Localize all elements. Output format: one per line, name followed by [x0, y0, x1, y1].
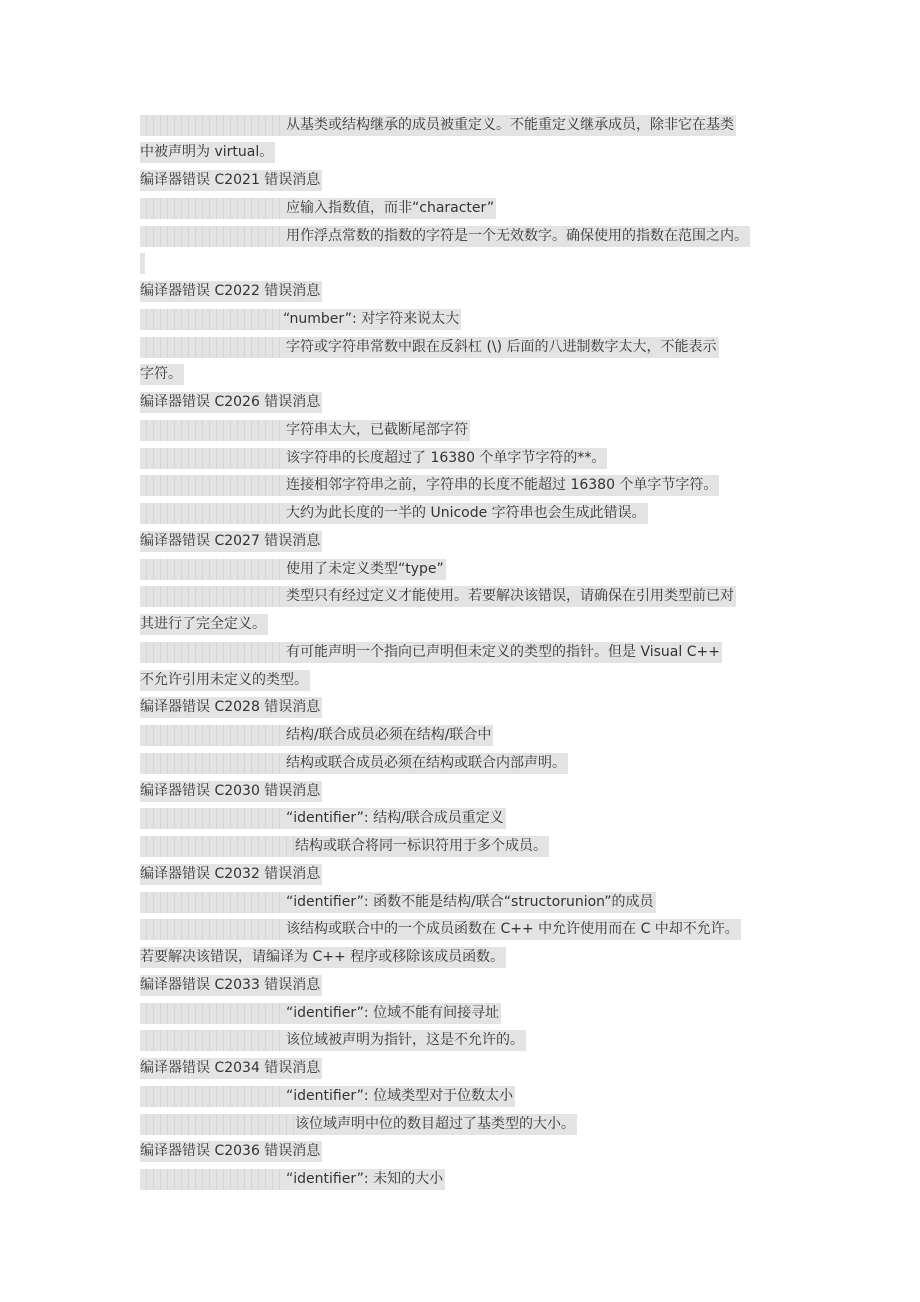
indent-highlight [140, 808, 286, 829]
line-text: 类型只有经过定义才能使用。若要解决该错误，请确保在引用类型前已对 [286, 586, 736, 607]
line-text: 字符串太大，已截断尾部字符 [286, 420, 470, 441]
text-line [140, 612, 800, 640]
line-text: 有可能声明一个指向已声明但未定义的类型的指针。但是 Visual C++ [286, 642, 722, 663]
line-text: “identifier”: 函数不能是结构/联合“structorunion”的成员 [286, 892, 656, 913]
text-line [140, 390, 800, 418]
text-line [140, 750, 800, 778]
line-text: 从基类或结构继承的成员被重定义。不能重定义继承成员，除非它在基类 [286, 115, 736, 136]
text-line [140, 945, 800, 973]
indent-highlight [140, 309, 283, 330]
text-line [140, 639, 800, 667]
indent-highlight [140, 337, 286, 358]
line-text: 使用了未定义类型“type” [286, 559, 446, 580]
indent-highlight [140, 753, 286, 774]
line-text: 若要解决该错误，请编译为 C++ 程序或移除该成员函数。 [140, 947, 506, 968]
indent-highlight [140, 503, 286, 524]
text-line [140, 917, 800, 945]
text-line [140, 1111, 800, 1139]
line-text: 该结构或联合中的一个成员函数在 C++ 中允许使用而在 C 中却不允许。 [286, 919, 741, 940]
text-line [140, 1167, 800, 1195]
text-line [140, 445, 800, 473]
text-line [140, 168, 800, 196]
text-line [140, 778, 800, 806]
indent-highlight [140, 919, 286, 940]
line-text: 结构/联合成员必须在结构/联合中 [286, 725, 493, 746]
line-text: 该字符串的长度超过了 16380 个单字节字符的**。 [286, 448, 607, 469]
text-line [140, 972, 800, 1000]
text-line [140, 140, 800, 168]
line-text: 应输入指数值，而非“character” [286, 198, 496, 219]
text-line [140, 1139, 800, 1167]
indent-highlight [140, 1114, 295, 1135]
indent-highlight [140, 586, 286, 607]
text-line [140, 667, 800, 695]
text-line [140, 889, 800, 917]
indent-highlight [140, 253, 145, 274]
indent-highlight [140, 115, 286, 136]
document-body [140, 112, 800, 1194]
indent-highlight [140, 226, 286, 247]
line-text: 其进行了完全定义。 [140, 614, 268, 635]
text-line [140, 1000, 800, 1028]
line-text: 用作浮点常数的指数的字符是一个无效数字。确保使用的指数在范围之内。 [286, 226, 750, 247]
line-text: 该位域声明中位的数目超过了基类型的大小。 [295, 1114, 577, 1135]
text-line [140, 279, 800, 307]
line-text: “number”: 对字符来说太大 [283, 309, 461, 330]
indent-highlight [140, 1086, 286, 1107]
indent-highlight [140, 559, 286, 580]
line-text: 编译器错误 C2021 错误消息 [140, 170, 322, 191]
line-text: 编译器错误 C2030 错误消息 [140, 781, 322, 802]
line-text: 编译器错误 C2036 错误消息 [140, 1141, 322, 1162]
line-text: “identifier”: 位域不能有间接寻址 [286, 1003, 501, 1024]
line-text: 编译器错误 C2033 错误消息 [140, 975, 322, 996]
line-text: 结构或联合成员必须在结构或联合内部声明。 [286, 753, 568, 774]
line-text: “identifier”: 未知的大小 [286, 1169, 445, 1190]
line-text: “identifier”: 结构/联合成员重定义 [286, 808, 506, 829]
text-line [140, 723, 800, 751]
text-line [140, 1056, 800, 1084]
text-line [140, 112, 800, 140]
indent-highlight [140, 1030, 286, 1051]
text-line [140, 861, 800, 889]
indent-highlight [140, 1003, 286, 1024]
line-text: 字符或字符串常数中跟在反斜杠 (\) 后面的八进制数字太大，不能表示 [286, 337, 719, 358]
indent-highlight [140, 1169, 286, 1190]
text-line [140, 473, 800, 501]
text-line [140, 223, 800, 251]
line-text: 大约为此长度的一半的 Unicode 字符串也会生成此错误。 [286, 503, 648, 524]
line-text: 编译器错误 C2032 错误消息 [140, 864, 322, 885]
text-line [140, 695, 800, 723]
text-line [140, 417, 800, 445]
indent-highlight [140, 475, 286, 496]
text-line [140, 584, 800, 612]
text-line [140, 1083, 800, 1111]
text-line [140, 556, 800, 584]
line-text: 不允许引用未定义的类型。 [140, 670, 310, 691]
text-line [140, 195, 800, 223]
line-text: 该位域被声明为指针，这是不允许的。 [286, 1030, 526, 1051]
line-text: 结构或联合将同一标识符用于多个成员。 [295, 836, 549, 857]
indent-highlight [140, 725, 286, 746]
indent-highlight [140, 892, 286, 913]
line-text: 编译器错误 C2028 错误消息 [140, 697, 322, 718]
text-line [140, 834, 800, 862]
text-line [140, 362, 800, 390]
indent-highlight [140, 420, 286, 441]
indent-highlight [140, 642, 286, 663]
line-text: 编译器错误 C2026 错误消息 [140, 392, 322, 413]
line-text: 字符。 [140, 364, 184, 385]
text-line [140, 251, 800, 279]
indent-highlight [140, 836, 295, 857]
text-line [140, 806, 800, 834]
line-text: 编译器错误 C2034 错误消息 [140, 1058, 322, 1079]
line-text: 连接相邻字符串之前，字符串的长度不能超过 16380 个单字节字符。 [286, 475, 719, 496]
text-line [140, 1028, 800, 1056]
text-line [140, 528, 800, 556]
text-line [140, 501, 800, 529]
line-text: 中被声明为 virtual。 [140, 142, 275, 163]
line-text: 编译器错误 C2022 错误消息 [140, 281, 322, 302]
indent-highlight [140, 448, 286, 469]
line-text: “identifier”: 位域类型对于位数太小 [286, 1086, 515, 1107]
indent-highlight [140, 198, 286, 219]
line-text: 编译器错误 C2027 错误消息 [140, 531, 322, 552]
text-line [140, 334, 800, 362]
text-line [140, 306, 800, 334]
